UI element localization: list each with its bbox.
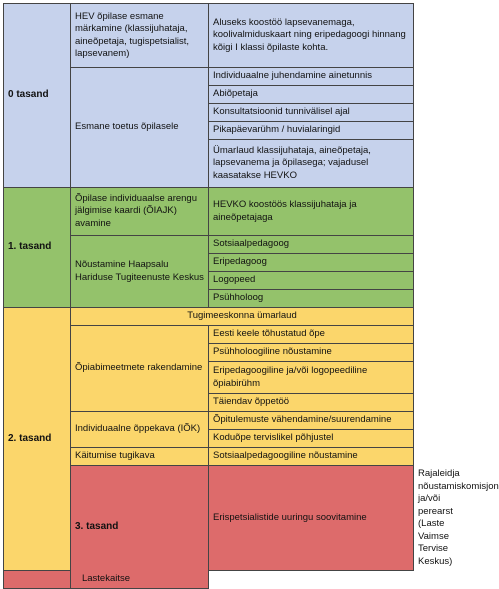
section-label: HEV õpilase esmane märkamine (klassijuhataja, aineõpetaja, tugispetsialist, lapsevanem) (71, 4, 209, 68)
support-levels-table (3, 3, 499, 589)
section-item: Individuaalne juhendamine ainetunnis (209, 68, 414, 86)
section-item: Sotsiaalpedagoog (209, 236, 414, 254)
level-3-footer: Lastekaitse (4, 571, 209, 589)
section-item: Sotsiaalpedagoogiline nõustamine (209, 448, 414, 466)
level-3-label: 3. tasand (71, 466, 209, 589)
table-row (4, 308, 414, 326)
section-item: Eripedagoogiline ja/või logopeediline õpiabirühm (209, 362, 414, 394)
section-label: Käitumise tugikava (71, 448, 209, 466)
level-0-label: 0 tasand (4, 4, 71, 188)
section-item: Konsultatsioonid tunnivälisel ajal (209, 104, 414, 122)
section-label: Õpilase individuaalse arengu jälgimise kaardi (ÕIAJK) avamine (71, 188, 209, 236)
section-label: Esmane toetus õpilasele (71, 68, 209, 188)
section-item: Aluseks koostöö lapsevanemaga, koolivalmiduskaart ning eripedagoogi hinnang kõigi I klassi õpilaste kohta. (209, 4, 414, 68)
table-row (4, 571, 414, 589)
level-2-header: Tugimeeskonna ümarlaud (71, 308, 414, 326)
section-item: Psühholoog (209, 290, 414, 308)
section-item: Ümarlaud klassijuhataja, aineõpetaja, lapsevanema ja õpilasega; vajadusel kaasatakse HEVKO (209, 140, 414, 188)
table-row: 3. tasand Erispetsialistide uuringu soovitamine Rajaleidja nõustamiskomisjon ja/või perearst (Laste Vaimse Tervise Keskus) (4, 466, 414, 571)
section-item: Täiendav õppetöö (209, 394, 414, 412)
section-item: Eripedagoog (209, 254, 414, 272)
table-row (4, 188, 414, 236)
section-item: Abiõpetaja (209, 86, 414, 104)
level-2-label: 2. tasand (4, 308, 71, 571)
section-label: Individuaalne õppekava (IÕK) (71, 412, 209, 448)
section-label: Nõustamine Haapsalu Hariduse Tugiteenuste Keskus (71, 236, 209, 308)
section-item: Psühholoogiline nõustamine (209, 344, 414, 362)
section-label: Õpiabimeetmete rakendamine (71, 326, 209, 412)
section-item: Õpitulemuste vähendamine/suurendamine (209, 412, 414, 430)
section-item: HEVKO koostöös klassijuhataja ja aineõpetajaga (209, 188, 414, 236)
section-label: Erispetsialistide uuringu soovitamine (209, 466, 414, 571)
section-item: Logopeed (209, 272, 414, 290)
level-1-label: 1. tasand (4, 188, 71, 308)
section-item: Pikapäevarühm / huvialaringid (209, 122, 414, 140)
table-row (4, 4, 414, 68)
section-item: Eesti keele tõhustatud õpe (209, 326, 414, 344)
section-item: Koduõpe tervislikel põhjustel (209, 430, 414, 448)
